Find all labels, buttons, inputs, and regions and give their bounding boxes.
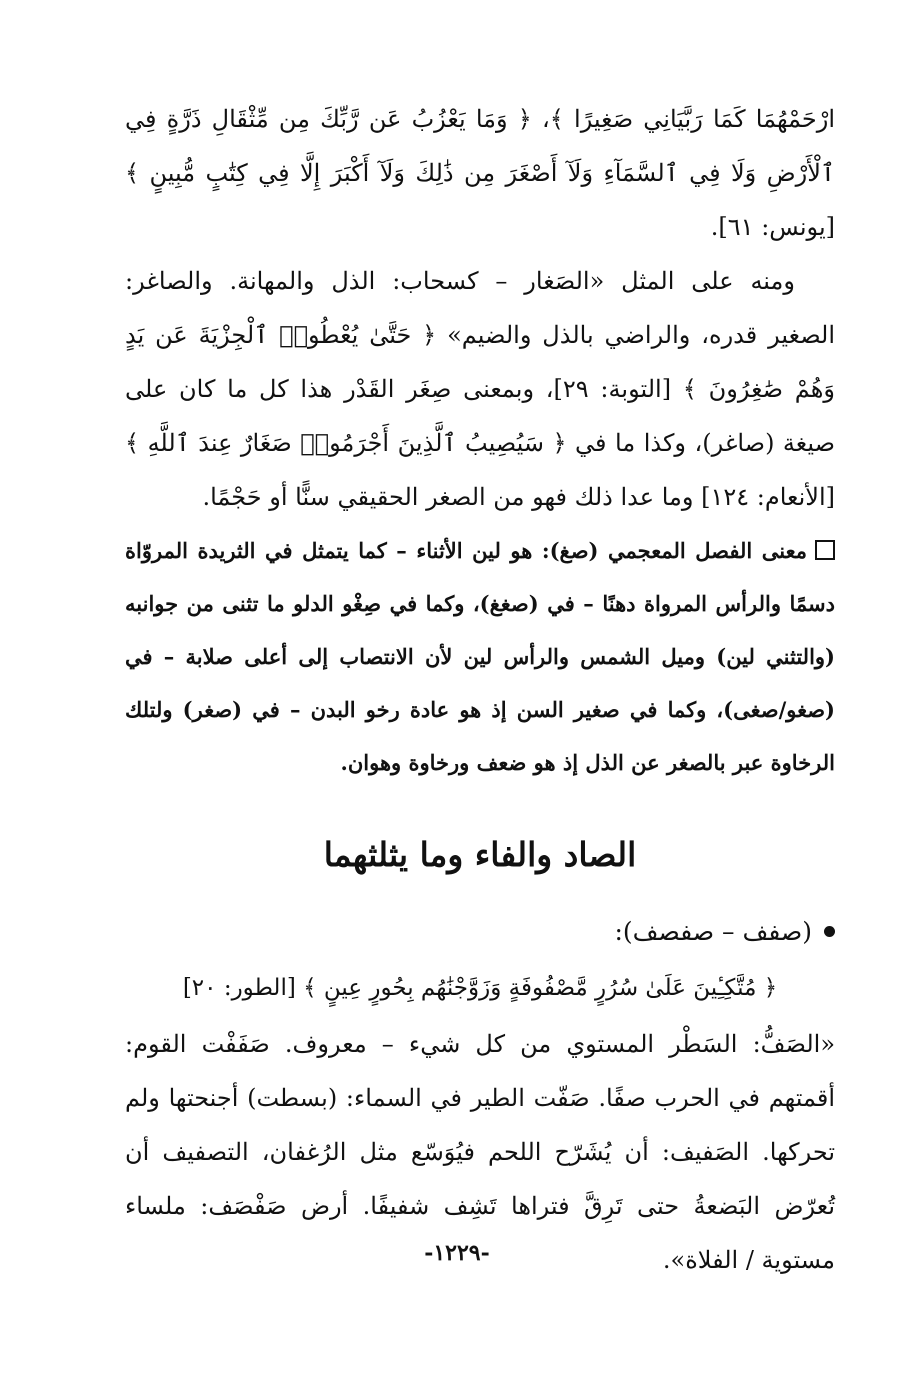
entry-definition: «الصَفُّ: السَطْر المستوي من كل شيء – معروف. صَفَفْت القوم: أقمتهم في الحرب صفًا. صَفّت الطير في السماء: (بسطت) أجنحتها ولم تحركها. الصَفيف: أن يُشَرّح اللحم فيُوَسّع مثل الرُغفان، التصفيف أن تُعرّض البَضعةُ حتى تَرِقَّ فتراها تَشِف شفيفًا. أرض صَفْصَف: ملساء مستوية / الفلاة». [125,1030,835,1274]
page-number: -١٢٢٩- [424,1240,490,1266]
paragraph-saghar-meaning: ومنه على المثل «الصَغار – كسحاب: الذل والمهانة. والصاغر: الصغير قدره، والراضي بالذل والضيم» ﴿ حَتَّىٰ يُعْطُوا۟ ٱلْجِزْيَةَ عَن يَدٍ وَهُمْ صَٰغِرُونَ ﴾ [التوبة: ٢٩]، وبمعنى صِغَر القَدْر هذا كل ما كان على صيغة (صاغر)، وكذا ما في ﴿ سَيُصِيبُ ٱلَّذِينَ أَجْرَمُوا۟ صَغَارٌ عِندَ ٱللَّهِ ﴾ [الأنعام: ١٢٤] وما عدا ذلك فهو من الصغر الحقيقي سنًّا أو حَجْمًا. [125,267,835,511]
paragraph-lexical-meaning [125,524,835,789]
bullet-dot-icon [824,926,835,937]
section-title: الصاد والفاء وما يثلثهما [323,835,637,874]
page-body [125,92,835,1287]
paragraph-lexical-meaning-text: معنى الفصل المعجمي (صغ): هو لين الأثناء – كما يتمثل في الثريدة المروّاة دسمًا والرأس المرواة دهنًا – في (صغغ)، وكما في صِغْو الدلو ما تثنى من جوانبه (والتثني لين) وميل الشمس والرأس لين لأن الانتصاب إلى أعلى صلابة – في (صغو/صغى)، وكما في صغير السن إذ هو عادة رخو البدن – في (صغر) ولتلك الرخاوة عبر بالصغر عن الذل إذ هو ضعف ورخاوة وهوان. [125,538,835,775]
square-bullet-icon [815,540,835,560]
entry-headword-text: (صفف – صفصف): [614,917,812,946]
entry-verse: ﴿ مُتَّكِـِٔينَ عَلَىٰ سُرُرٍ مَّصْفُوفَةٍ وَزَوَّجْنَٰهُم بِحُورٍ عِينٍ ﴾ [الطور: ٢٠] [182,975,778,1001]
paragraph-quran-citation: ارْحَمْهُمَا كَمَا رَبَّيَانِي صَغِيرًا ﴾، ﴿ وَمَا يَعْزُبُ عَن رَّبِّكَ مِن مِّثْقَالِ ذَرَّةٍ فِي ٱلْأَرْضِ وَلَا فِي ٱلسَّمَآءِ وَلَآ أَصْغَرَ مِن ذَٰلِكَ وَلَآ أَكْبَرَ إِلَّا فِي كِتَٰبٍ مُّبِينٍ ﴾ [يونس: ٦١]. [125,105,835,241]
entry-headword [125,905,835,959]
